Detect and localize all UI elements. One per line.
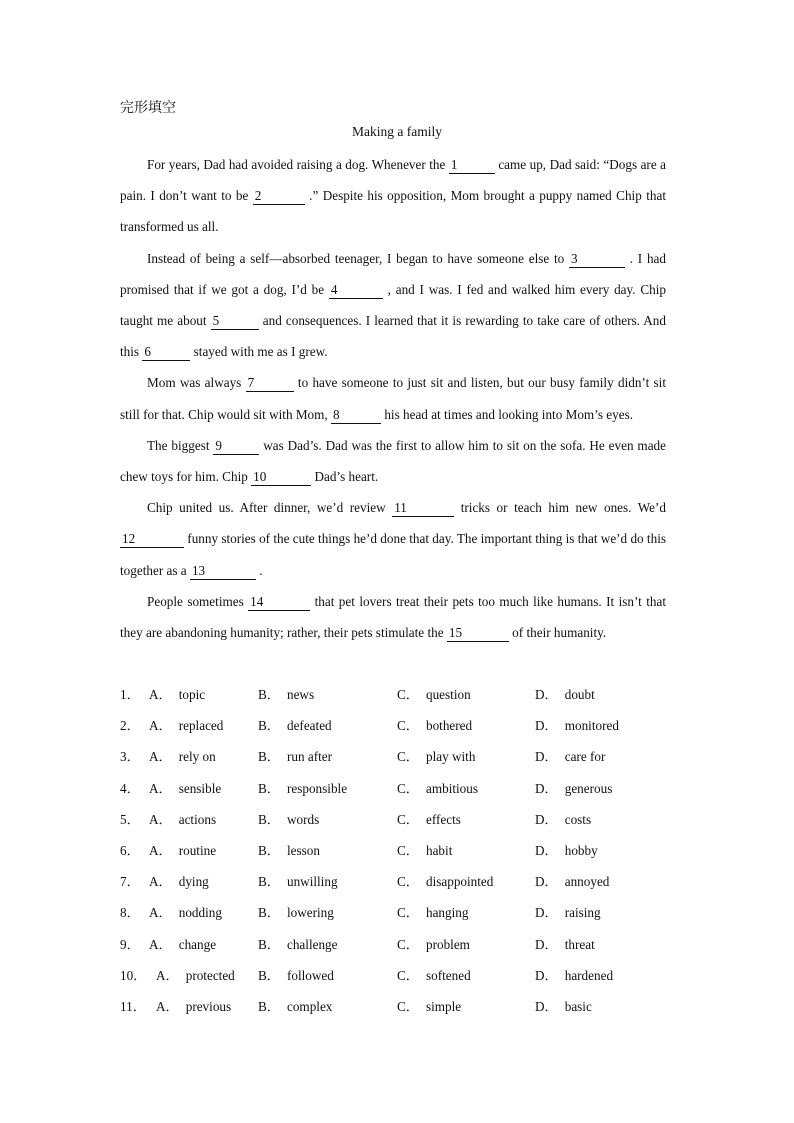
option-letter: B． xyxy=(258,905,280,921)
option-text: play with xyxy=(425,749,476,765)
blank-1: 1 xyxy=(449,157,495,174)
option-letter: D． xyxy=(535,718,558,734)
option-d xyxy=(535,960,613,991)
option-letter: C． xyxy=(397,967,419,983)
question-number: 5． xyxy=(120,811,140,827)
option-text: defeated xyxy=(286,718,332,734)
option-text: change xyxy=(178,936,217,952)
question-number: 1． xyxy=(120,687,140,702)
option-d xyxy=(535,741,605,772)
passage-paragraph xyxy=(120,430,666,492)
option-b xyxy=(258,835,320,866)
passage-paragraph xyxy=(120,492,666,586)
option-letter: A． xyxy=(149,718,172,734)
question-number: 4． xyxy=(120,780,140,796)
blank-15: 15 xyxy=(447,625,509,642)
option-c xyxy=(397,741,475,772)
option-c xyxy=(397,710,472,741)
blank-2: 2 xyxy=(253,188,305,205)
passage-title: Making a family xyxy=(352,124,442,139)
question-row xyxy=(120,804,680,835)
option-letter: A． xyxy=(156,967,179,983)
option-text: rely on xyxy=(178,749,216,765)
option-text: followed xyxy=(286,967,334,983)
section-title: 完形填空 xyxy=(120,100,176,116)
passage-text: and consequences. I learned that it is rewarding to take care of others. And this xyxy=(120,313,666,360)
option-d xyxy=(535,710,619,741)
option-text: effects xyxy=(425,811,461,827)
passage-text: stayed with me as I grew. xyxy=(190,344,328,360)
option-letter: A． xyxy=(156,998,179,1014)
option-letter: A． xyxy=(149,874,172,890)
blank-8: 8 xyxy=(331,407,381,424)
option-text: raising xyxy=(564,905,601,921)
option-a xyxy=(156,960,235,991)
option-letter: B． xyxy=(258,998,280,1014)
option-d xyxy=(535,929,595,960)
option-letter: D． xyxy=(535,687,558,702)
option-d xyxy=(535,804,591,835)
question-row xyxy=(120,866,680,897)
option-text: nodding xyxy=(178,905,222,921)
option-letter: C． xyxy=(397,687,419,702)
passage-text: . I had promised that if we got a dog, I’d be xyxy=(120,250,666,297)
option-c xyxy=(397,929,470,960)
passage-text: his head at times and looking into Mom’s eyes. xyxy=(381,406,634,422)
option-letter: B． xyxy=(258,811,280,827)
option-d xyxy=(535,866,609,897)
option-letter: B． xyxy=(258,936,280,952)
question-number: 9． xyxy=(120,936,140,952)
option-text: hobby xyxy=(564,842,598,858)
option-letter: A． xyxy=(149,749,172,765)
option-text: replaced xyxy=(178,718,224,734)
option-letter: D． xyxy=(535,998,558,1014)
option-text: basic xyxy=(564,998,592,1014)
option-b xyxy=(258,773,347,804)
option-text: topic xyxy=(178,687,206,702)
passage-text: The biggest xyxy=(147,437,214,453)
option-letter: D． xyxy=(535,811,558,827)
option-text: habit xyxy=(425,842,453,858)
option-d xyxy=(535,773,612,804)
option-c xyxy=(397,804,461,835)
option-letter: A． xyxy=(149,780,172,796)
option-text: news xyxy=(286,687,315,702)
passage-paragraph xyxy=(120,149,666,243)
passage-text: .” Despite his opposition, Mom brought a puppy named Chip that transformed us all. xyxy=(120,188,666,235)
question-row xyxy=(120,991,680,1022)
passage-text: Mom was always xyxy=(147,375,246,391)
option-c xyxy=(397,960,471,991)
option-a xyxy=(149,679,205,710)
option-letter: B． xyxy=(258,780,280,796)
option-c xyxy=(397,866,493,897)
question-number: 3． xyxy=(120,749,140,765)
option-b xyxy=(258,866,338,897)
blank-14: 14 xyxy=(248,594,310,611)
option-b xyxy=(258,804,319,835)
passage-text: funny stories of the cute things he’d done that day. The important thing is that we’d do this together as a xyxy=(120,531,666,578)
option-a xyxy=(149,866,209,897)
option-letter: B． xyxy=(258,687,280,702)
option-d xyxy=(535,991,592,1022)
option-letter: A． xyxy=(149,905,172,921)
option-letter: A． xyxy=(149,842,172,858)
option-b xyxy=(258,710,332,741)
option-letter: A． xyxy=(149,687,172,702)
option-text: hanging xyxy=(425,905,469,921)
option-text: lesson xyxy=(286,842,320,858)
option-text: simple xyxy=(425,998,462,1014)
passage-text: Dad’s heart. xyxy=(311,469,379,485)
option-letter: D． xyxy=(535,780,558,796)
question-row xyxy=(120,897,680,928)
option-text: problem xyxy=(425,936,470,952)
question-row xyxy=(120,679,680,710)
passage-text: was Dad’s. Dad was the first to allow him to sit on the sofa. He even made chew toys for him. Chip xyxy=(120,437,666,485)
passage-paragraph xyxy=(120,367,666,429)
option-a xyxy=(149,741,216,772)
option-c xyxy=(397,773,478,804)
option-letter: C． xyxy=(397,998,419,1014)
passage-text: Instead of being a self—absorbed teenager, I began to have someone else to xyxy=(147,250,569,266)
option-b xyxy=(258,679,314,710)
option-letter: C． xyxy=(397,874,419,890)
option-letter: C． xyxy=(397,811,419,827)
passage-text: that pet lovers treat their pets too much like humans. It isn’t that they are abandoning humanity; rather, their pets stimulate the xyxy=(120,593,666,641)
blank-11: 11 xyxy=(392,500,454,517)
option-b xyxy=(258,960,334,991)
option-letter: B． xyxy=(258,967,280,983)
option-letter: D． xyxy=(535,874,558,890)
option-letter: C． xyxy=(397,842,419,858)
option-letter: C． xyxy=(397,718,419,734)
blank-13: 13 xyxy=(190,563,256,580)
option-text: costs xyxy=(564,811,592,827)
blank-9: 9 xyxy=(213,438,259,455)
blank-5: 5 xyxy=(211,313,259,330)
option-d xyxy=(535,679,595,710)
option-letter: B． xyxy=(258,874,280,890)
option-text: bothered xyxy=(425,718,473,734)
option-a xyxy=(149,835,216,866)
option-b xyxy=(258,741,332,772)
option-letter: D． xyxy=(535,842,558,858)
passage-text: People sometimes xyxy=(147,593,249,609)
option-text: sensible xyxy=(178,780,222,796)
passage-text: to have someone to just sit and listen, but our busy family didn’t sit still for that. Chip would sit with Mom, xyxy=(120,375,666,422)
blank-10: 10 xyxy=(251,469,311,486)
question-row xyxy=(120,741,680,772)
option-c xyxy=(397,835,452,866)
question-number: 10． xyxy=(120,967,147,983)
option-d xyxy=(535,897,601,928)
option-letter: D． xyxy=(535,936,558,952)
option-text: threat xyxy=(564,936,595,952)
passage-text: , and I was. I fed and walked him every day. Chip taught me about xyxy=(120,281,666,329)
option-text: question xyxy=(425,687,471,702)
option-b xyxy=(258,897,334,928)
question-row xyxy=(120,929,680,960)
blank-6: 6 xyxy=(142,344,190,361)
option-text: responsible xyxy=(286,780,348,796)
option-b xyxy=(258,929,338,960)
option-letter: D． xyxy=(535,967,558,983)
option-letter: A． xyxy=(149,936,172,952)
option-a xyxy=(156,991,231,1022)
option-text: disappointed xyxy=(425,874,494,890)
question-number: 11． xyxy=(120,998,146,1014)
option-letter: B． xyxy=(258,718,280,734)
option-text: monitored xyxy=(564,718,619,734)
option-a xyxy=(149,710,223,741)
option-letter: D． xyxy=(535,905,558,921)
option-letter: D． xyxy=(535,749,558,765)
option-text: softened xyxy=(425,967,471,983)
question-number: 8． xyxy=(120,905,140,921)
option-a xyxy=(149,897,222,928)
option-text: protected xyxy=(185,967,235,983)
question-number: 7． xyxy=(120,874,140,890)
answer-options xyxy=(120,679,680,1022)
blank-12: 12 xyxy=(120,531,184,548)
option-b xyxy=(258,991,332,1022)
blank-4: 4 xyxy=(329,282,383,299)
option-c xyxy=(397,679,471,710)
option-text: previous xyxy=(185,998,232,1014)
option-letter: B． xyxy=(258,749,280,765)
passage-text: tricks or teach him new ones. We’d xyxy=(454,500,666,516)
blank-3: 3 xyxy=(569,251,625,268)
option-text: run after xyxy=(286,749,333,765)
option-text: dying xyxy=(178,874,209,890)
option-a xyxy=(149,804,216,835)
passage-paragraph xyxy=(120,586,666,648)
option-text: care for xyxy=(564,749,606,765)
question-number: 6． xyxy=(120,842,140,858)
passage-text: of their humanity. xyxy=(508,625,607,641)
option-letter: C． xyxy=(397,780,419,796)
option-a xyxy=(149,773,221,804)
option-letter: C． xyxy=(397,936,419,952)
option-text: ambitious xyxy=(425,780,479,796)
option-text: routine xyxy=(178,842,217,858)
option-text: doubt xyxy=(564,687,595,702)
question-row xyxy=(120,835,680,866)
blank-7: 7 xyxy=(246,375,294,392)
question-row xyxy=(120,960,680,991)
question-row xyxy=(120,773,680,804)
option-d xyxy=(535,835,598,866)
option-text: hardened xyxy=(564,967,614,983)
cloze-passage xyxy=(120,149,666,648)
passage-text: For years, Dad had avoided raising a dog. Whenever the xyxy=(147,157,449,172)
option-text: challenge xyxy=(286,936,338,952)
option-text: generous xyxy=(564,780,613,796)
passage-paragraph xyxy=(120,243,666,368)
option-text: unwilling xyxy=(286,874,338,890)
option-text: annoyed xyxy=(564,874,610,890)
option-text: complex xyxy=(286,998,333,1014)
passage-text: . xyxy=(255,562,263,578)
passage-text: Chip united us. After dinner, we’d review xyxy=(147,500,393,516)
option-text: lowering xyxy=(286,905,334,921)
option-letter: C． xyxy=(397,905,419,921)
option-letter: A． xyxy=(149,811,172,827)
option-text: actions xyxy=(178,811,217,827)
option-c xyxy=(397,991,461,1022)
option-c xyxy=(397,897,468,928)
option-a xyxy=(149,929,216,960)
option-letter: B． xyxy=(258,842,280,858)
question-number: 2． xyxy=(120,718,140,734)
question-row xyxy=(120,710,680,741)
passage-text: came up, Dad said: “Dogs are a pain. I don’t want to be xyxy=(120,157,667,204)
option-text: words xyxy=(286,811,320,827)
option-letter: C． xyxy=(397,749,419,765)
